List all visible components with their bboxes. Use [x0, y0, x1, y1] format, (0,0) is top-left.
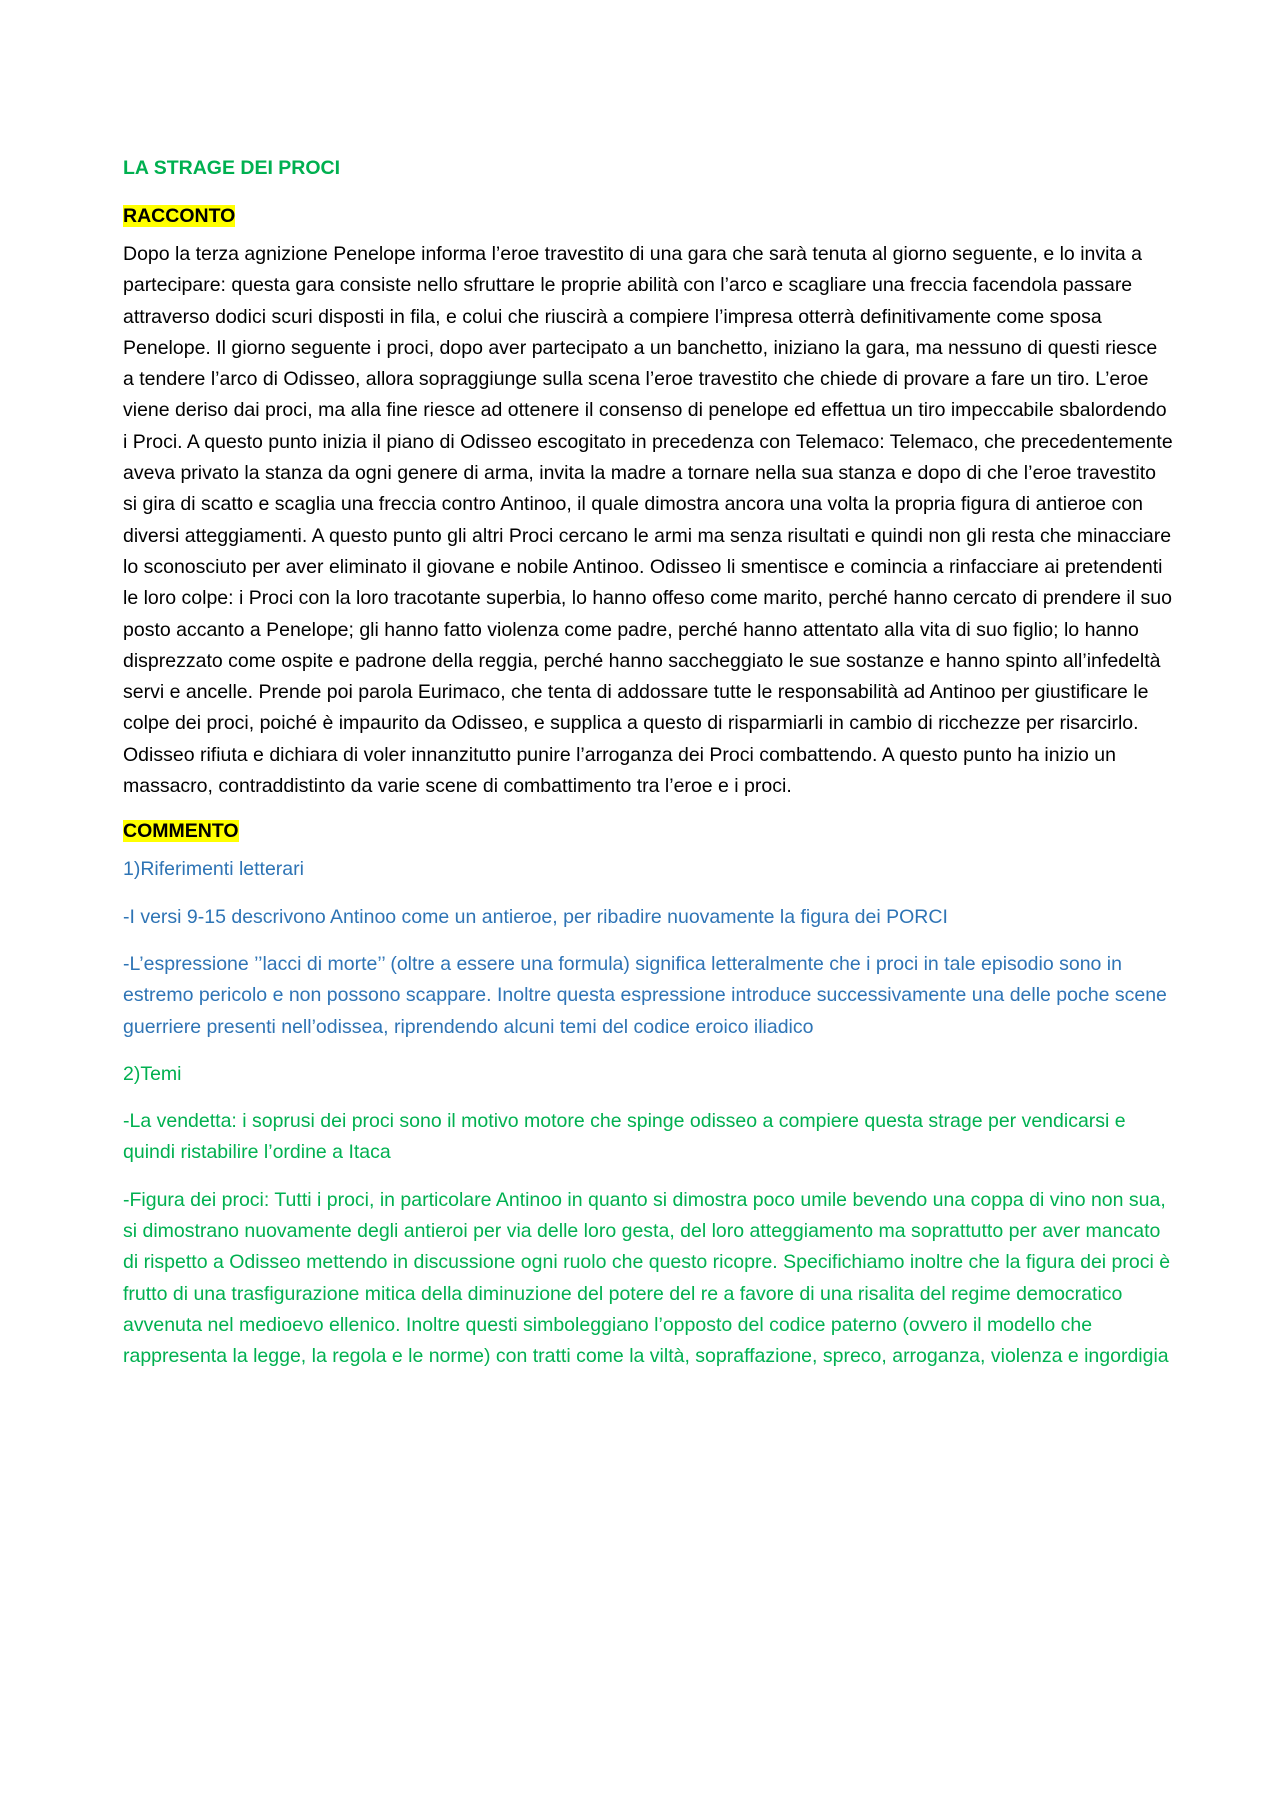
subheading-temi: 2)Temi: [123, 1062, 182, 1085]
document-page: [123, 155, 1173, 1389]
section-heading-commento: [123, 818, 1173, 844]
paragraph-espressione: -L’espressione ’’lacci di morte’’ (oltre a essere una formula) significa letteralmente che i proci in tale episodio sono in estremo pericolo e non possono scappare. Inoltre questa espressione introduce successivamente una delle poche scene guerriere presenti nell’odissea, riprendendo alcuni temi del codice eroico iliadico: [123, 952, 1167, 1038]
highlighted-heading-racconto: RACCONTO: [123, 205, 236, 227]
subheading-riferimenti: 1)Riferimenti letterari: [123, 858, 304, 881]
document-title: LA STRAGE DEI PROCI: [123, 157, 341, 179]
paragraph-vendetta: -La vendetta: i soprusi dei proci sono il motivo motore che spinge odisseo a compiere questa strage per vendicarsi e quindi ristabilire l’ordine a Itaca: [123, 1110, 1126, 1164]
paragraph-versi: -I versi 9-15 descrivono Antinoo come un antieroe, per ribadire nuovamente la figura dei PORCI: [123, 905, 948, 928]
racconto-paragraph: Dopo la terza agnizione Penelope informa l’eroe travestito di una gara che sarà tenuta al giorno seguente, e lo invita a partecipare: questa gara consiste nello sfruttare le proprie abilità con l’arco e scagliare una freccia facendola passare attraverso dodici scuri disposti in fila, e colui che riuscirà a compiere l’impresa otterrà definitivamente come sposa Penelope. Il giorno seguente i proci, dopo aver partecipato a un banchetto, iniziano la gara, ma nessuno di questi riesce a tendere l’arco di Odisseo, allora sopraggiunge sulla scena l’eroe travestito che chiede di provare a fare un tiro. L’eroe viene deriso dai proci, ma alla fine riesce ad ottenere il consenso di penelope ed effettua un tiro impeccabile sbalordendo i Proci. A questo punto inizia il piano di Odisseo escogitato in precedenza con Telemaco: Telemaco, che precedentemente aveva privato la stanza da ogni genere di arma, invita la madre a tornare nella sua stanza e dopo di che l’eroe travestito si gira di scatto e scaglia una freccia contro Antinoo, il quale dimostra ancora una volta la propria figura di antieroe con diversi atteggiamenti. A questo punto gli altri Proci cercano le armi ma senza risultati e quindi non gli resta che minacciare lo sconosciuto per aver eliminato il giovane e nobile Antinoo. Odisseo li smentisce e comincia a rinfacciare ai pretendenti le loro colpe: i Proci con la loro tracotante superbia, lo hanno offeso come marito, perché hanno cercato di prendere il suo posto accanto a Penelope; gli hanno fatto violenza come padre, perché hanno attentato alla vita di suo figlio; lo hanno disprezzato come ospite e padrone della reggia, perché hanno saccheggiato le sue sostanze e hanno spinto all’infedeltà servi e ancelle. Prende poi parola Eurimaco, che tenta di addossare tutte le responsabilità ad Antinoo per giustificare le colpe dei proci, poiché è impaurito da Odisseo, e supplica a questo di risparmiarli in cambio di ricchezze per risarcirlo. Odisseo rifiuta e dichiara di voler innanzitutto punire l’arroganza dei Proci combattendo. A questo punto ha inizio un massacro, contraddistinto da varie scene di combattimento tra l’eroe e i proci.: [123, 243, 1173, 798]
paragraph-figura-proci: -Figura dei proci: Tutti i proci, in particolare Antinoo in quanto si dimostra poco umile bevendo una coppa di vino non sua, si dimostrano nuovamente degli antieroi per via delle loro gesta, del loro atteggiamento ma soprattutto per aver mancato di rispetto a Odisseo mettendo in discussione ogni ruolo che questo ricopre. Specifichiamo inoltre che la figura dei proci è frutto di una trasfigurazione mitica della diminuzione del potere del re a favore di una risalita del regime democratico avvenuta nel medioevo ellenico. Inoltre questi simboleggiano l’opposto del codice paterno (ovvero il modello che rappresenta la legge, la regola e le norme) con tratti come la viltà, sopraffazione, spreco, arroganza, violenza e ingordigia: [123, 1188, 1171, 1368]
highlighted-heading-commento: COMMENTO: [123, 820, 239, 843]
section-heading-racconto: [123, 203, 1173, 229]
